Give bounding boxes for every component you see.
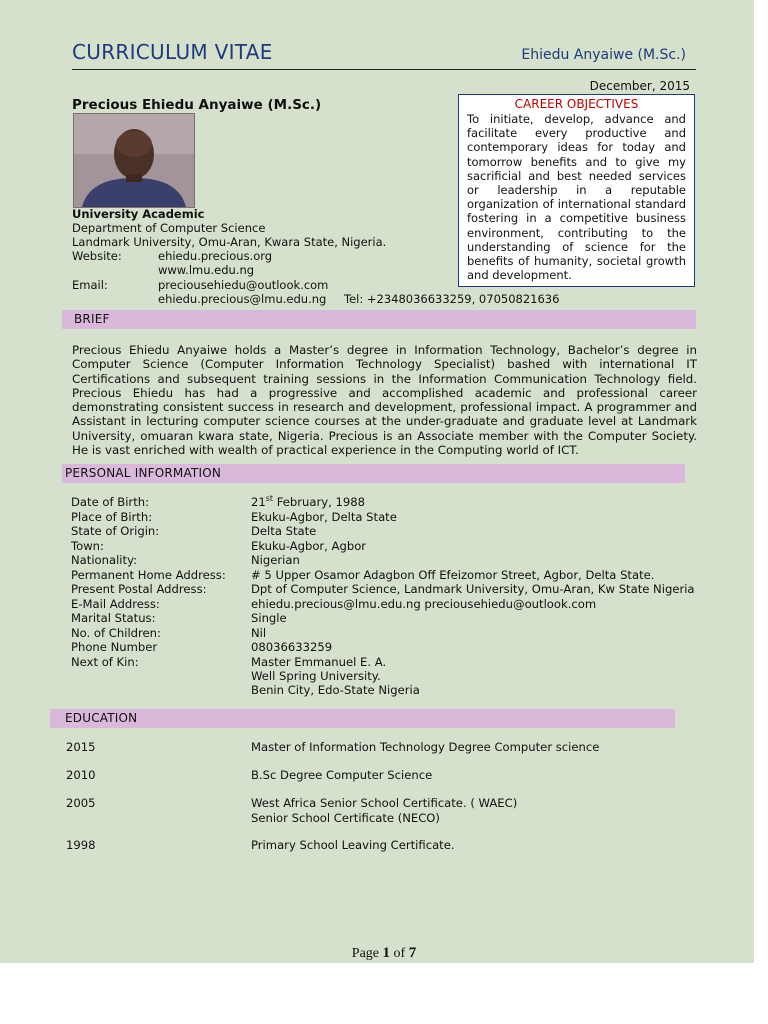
education-certificate <box>251 796 517 825</box>
document-title: CURRICULUM VITAE <box>72 40 273 64</box>
education-certificate-line: West Africa Senior School Certificate. ( WAEC) <box>251 796 518 810</box>
career-objectives-title: CAREER OBJECTIVES <box>514 97 639 111</box>
info-value: Delta State <box>251 524 317 539</box>
education-year: 2005 <box>66 796 96 810</box>
website-label: Website: <box>72 249 122 263</box>
info-label: Present Postal Address: <box>71 582 207 597</box>
telephone: Tel: +2348036633259, 07050821636 <box>344 292 560 306</box>
info-value: # 5 Upper Osamor Adagbon Off Efeizomor Street, Agbor, Delta State. <box>251 567 655 582</box>
education-heading: EDUCATION <box>50 709 675 728</box>
info-label: State of Origin: <box>71 524 160 539</box>
full-name: Precious Ehiedu Anyaiwe (M.Sc.) <box>72 97 322 113</box>
education-year: 1998 <box>66 838 96 852</box>
education-certificate <box>251 740 599 755</box>
personal-info-heading: PERSONAL INFORMATION <box>62 464 685 483</box>
info-value: Ekuku-Agbor, Delta State <box>251 510 397 524</box>
info-label: Date of Birth: <box>71 495 149 509</box>
info-label: No. of Children: <box>71 625 161 640</box>
education-certificate <box>251 838 455 853</box>
info-value: Benin City, Edo-State Nigeria <box>251 683 420 698</box>
education-certificate-line: B.Sc Degree Computer Science <box>251 768 433 782</box>
info-value: Ekuku-Agbor, Agbor <box>251 538 367 553</box>
brief-heading: BRIEF <box>62 310 696 329</box>
page-footer: Page 1 of 7 <box>351 945 417 961</box>
education-certificate-line: Senior School Certificate (NECO) <box>251 810 440 825</box>
info-value: Single <box>251 611 287 626</box>
education-year: 2015 <box>66 740 96 754</box>
header-name: Ehiedu Anyaiwe (M.Sc.) <box>521 47 686 63</box>
info-label: Permanent Home Address: <box>71 567 226 582</box>
brief-text: Precious Ehiedu Anyaiwe holds a Master’s degree in Information Technology, Bachelor’s degree in Computer Science (Computer Information Technology Specialist) bashed with international IT Certifications and subsequent training sessions in the Information Communication Technology field. Precious Ehiedu has had a progressive and accomplished academic and professional career demonstrating consistent success in research and development, professional impact. A programmer and Assistant in lecturing computer science courses at the under-graduate and graduate level at Landmark University, omuaran kwara state, Nigeria. Precious is an Associate member with the Computer Society. He is vast enriched with wealth of practical experience in the Computing world of ICT. <box>72 343 697 458</box>
email-link-2[interactable]: ehiedu.precious@lmu.edu.ng <box>158 292 327 306</box>
info-label: Place of Birth: <box>71 510 153 524</box>
email-label: Email: <box>72 278 108 292</box>
info-value: ehiedu.precious@lmu.edu.ng preciousehiedu@outlook.com <box>251 596 597 611</box>
info-label: Marital Status: <box>71 611 156 626</box>
info-label: Next of Kin: <box>71 654 139 669</box>
info-value: Master Emmanuel E. A. <box>251 654 387 669</box>
info-label: Phone Number <box>71 640 158 655</box>
info-value: 08036633259 <box>251 640 333 655</box>
institution: Landmark University, Omu-Aran, Kwara State, Nigeria. <box>72 235 387 249</box>
title-divider <box>72 69 696 70</box>
department: Department of Computer Science <box>72 221 266 235</box>
info-value: 21st February, 1988 <box>251 494 366 509</box>
education-year: 2010 <box>66 768 96 782</box>
profile-photo <box>73 113 195 208</box>
info-label: Nationality: <box>71 553 138 568</box>
education-certificate-line: Primary School Leaving Certificate. <box>251 838 455 852</box>
info-label: Town: <box>71 538 104 553</box>
info-value: Dpt of Computer Science, Landmark University, Omu-Aran, Kw State Nigeria <box>251 582 695 597</box>
info-label: E-Mail Address: <box>71 596 160 611</box>
website-link-2[interactable]: www.lmu.edu.ng <box>158 263 255 277</box>
job-role: University Academic <box>72 207 205 221</box>
website-link-1[interactable]: ehiedu.precious.org <box>158 249 273 263</box>
education-certificate-line: Master of Information Technology Degree Computer science <box>251 740 600 754</box>
email-link-1[interactable]: preciousehiedu@outlook.com <box>158 278 329 292</box>
info-value: Well Spring University. <box>251 668 381 683</box>
info-value: Nil <box>251 625 267 640</box>
info-value: Nigerian <box>251 553 300 568</box>
education-certificate <box>251 768 432 783</box>
document-date: December, 2015 <box>589 79 690 93</box>
career-objectives-box <box>458 94 695 287</box>
career-objectives-text: To initiate, develop, advance and facilitate every productive and contemporary ideas for today and tomorrow benefits and to give my sacrificial and best needed services or leadership in a reputable organization of international standard fostering in a competitive business environment, contributing to the understanding of science for the benefits of humanity, societal growth and development. <box>467 112 686 283</box>
